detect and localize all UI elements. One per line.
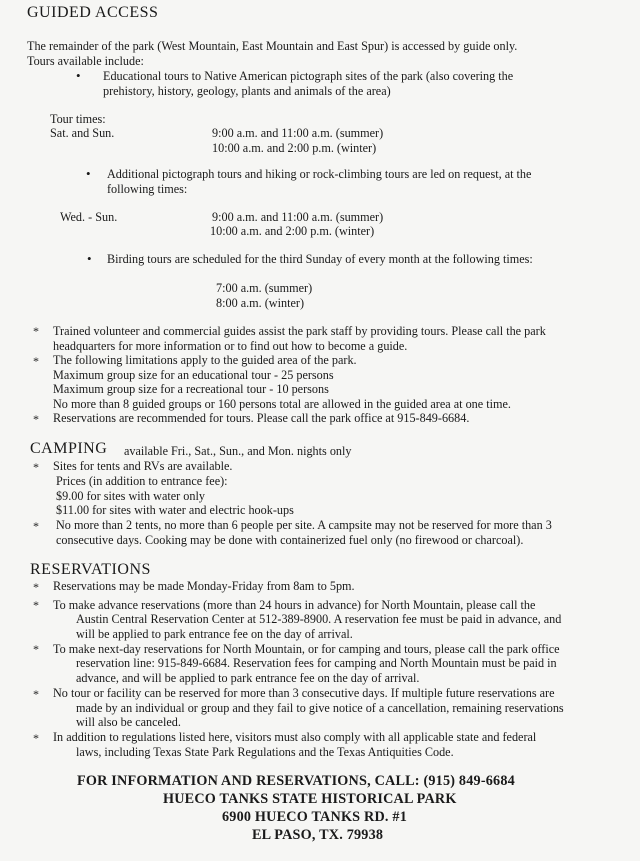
guided-access-heading: GUIDED ACCESS	[27, 4, 159, 21]
reservation-hours: Reservations may be made Monday-Friday from 8am to 5pm.	[53, 579, 355, 593]
consecutive-days-line-2: made by an individual or group and they fail to give notice of a cancellation, remaining reservations	[76, 701, 564, 715]
park-city-state-zip: EL PASO, TX. 79938	[252, 827, 384, 843]
additional-tours-line-1: Additional pictograph tours and hiking or rock-climbing tours are led on request, at the	[107, 167, 532, 181]
consecutive-days-line-3: will also be canceled.	[76, 715, 181, 729]
wed-sun-summer-times: 9:00 a.m. and 11:00 a.m. (summer)	[212, 210, 384, 224]
limitations-line-2: Maximum group size for an educational tour - 25 persons	[53, 368, 334, 382]
sat-sun-summer-times: 9:00 a.m. and 11:00 a.m. (summer)	[212, 126, 384, 140]
camping-sites-line-2: Prices (in addition to entrance fee):	[56, 474, 228, 488]
asterisk-icon: *	[33, 687, 39, 701]
camping-limits-line-2: consecutive days. Cooking may be done with containerized fuel only (no firewood or charcoal).	[56, 533, 524, 547]
tour-times-label: Tour times:	[50, 112, 106, 126]
guided-intro-line-1: The remainder of the park (West Mountain, East Mountain and East Spur) is accessed by guide only.	[27, 39, 518, 53]
camping-limits-line-1: No more than 2 tents, no more than 6 people per site. A campsite may not be reserved for more than 3	[56, 518, 552, 532]
park-name: HUECO TANKS STATE HISTORICAL PARK	[163, 791, 457, 807]
reservations-heading: RESERVATIONS	[30, 561, 151, 578]
asterisk-icon: *	[33, 354, 39, 368]
asterisk-icon: *	[33, 519, 39, 533]
asterisk-icon: *	[33, 412, 39, 426]
guided-intro-line-2: Tours available include:	[27, 54, 144, 68]
next-day-reservations-line-2: reservation line: 915-849-6684. Reservation fees for camping and North Mountain must be paid in	[76, 656, 557, 670]
camping-sites-line-1: Sites for tents and RVs are available.	[53, 459, 233, 473]
asterisk-icon: *	[33, 642, 39, 656]
camping-price-electric: $11.00 for sites with water and electric hook-ups	[56, 503, 294, 517]
birding-winter-time: 8:00 a.m. (winter)	[216, 296, 304, 310]
bullet-icon: •	[86, 166, 91, 181]
asterisk-icon: *	[33, 731, 39, 745]
regulations-line-1: In addition to regulations listed here, visitors must also comply with all applicable state and federal	[53, 730, 537, 744]
regulations-line-2: laws, including Texas State Park Regulations and the Texas Antiquities Code.	[76, 745, 454, 759]
next-day-reservations-line-3: advance, and will be applied to park entrance fee on the day of arrival.	[76, 671, 420, 685]
bullet-icon: •	[76, 68, 81, 83]
consecutive-days-line-1: No tour or facility can be reserved for more than 3 consecutive days. If multiple future reservations are	[53, 686, 555, 700]
camping-price-water: $9.00 for sites with water only	[56, 489, 205, 503]
advance-reservations-line-2: Austin Central Reservation Center at 512-389-8900. A reservation fee must be paid in advance, and	[76, 612, 562, 626]
bullet-icon: •	[87, 251, 92, 266]
camping-availability: available Fri., Sat., Sun., and Mon. nights only	[124, 444, 352, 458]
birding-summer-time: 7:00 a.m. (summer)	[216, 281, 313, 295]
limitations-line-3: Maximum group size for a recreational tour - 10 persons	[53, 382, 329, 396]
wed-sun-label: Wed. - Sun.	[60, 210, 118, 224]
tour-reservations-note: Reservations are recommended for tours. Please call the park office at 915-849-6684.	[53, 411, 470, 425]
park-street-address: 6900 HUECO TANKS RD. #1	[222, 809, 407, 825]
asterisk-icon: *	[33, 324, 39, 338]
advance-reservations-line-1: To make advance reservations (more than 24 hours in advance) for North Mountain, please call the	[53, 598, 536, 612]
next-day-reservations-line-1: To make next-day reservations for North Mountain, or for camping and tours, please call the park office	[53, 642, 560, 656]
asterisk-icon: *	[33, 598, 39, 612]
educational-tours-line-1: Educational tours to Native American pictograph sites of the park (also covering the	[103, 69, 514, 83]
asterisk-icon: *	[33, 460, 39, 474]
limitations-line-1: The following limitations apply to the guided area of the park.	[53, 353, 357, 367]
guides-note-line-2: headquarters for more information or to find out how to become a guide.	[53, 339, 408, 353]
advance-reservations-line-3: will be applied to park entrance fee on the day of arrival.	[76, 627, 353, 641]
wed-sun-winter-times: 10:00 a.m. and 2:00 p.m. (winter)	[210, 224, 375, 238]
asterisk-icon: *	[33, 580, 39, 594]
birding-tours-text: Birding tours are scheduled for the third Sunday of every month at the following times:	[107, 252, 533, 266]
sat-sun-winter-times: 10:00 a.m. and 2:00 p.m. (winter)	[212, 141, 377, 155]
limitations-line-4: No more than 8 guided groups or 160 persons total are allowed in the guided area at one time.	[53, 397, 511, 411]
sat-sun-label: Sat. and Sun.	[50, 126, 115, 140]
contact-call-line: FOR INFORMATION AND RESERVATIONS, CALL: (915) 849-6684	[77, 773, 515, 789]
camping-heading: CAMPING	[30, 440, 108, 457]
additional-tours-line-2: following times:	[107, 182, 188, 196]
guides-note-line-1: Trained volunteer and commercial guides assist the park staff by providing tours. Please call the park	[53, 324, 546, 338]
educational-tours-line-2: prehistory, history, geology, plants and animals of the area)	[103, 84, 391, 98]
